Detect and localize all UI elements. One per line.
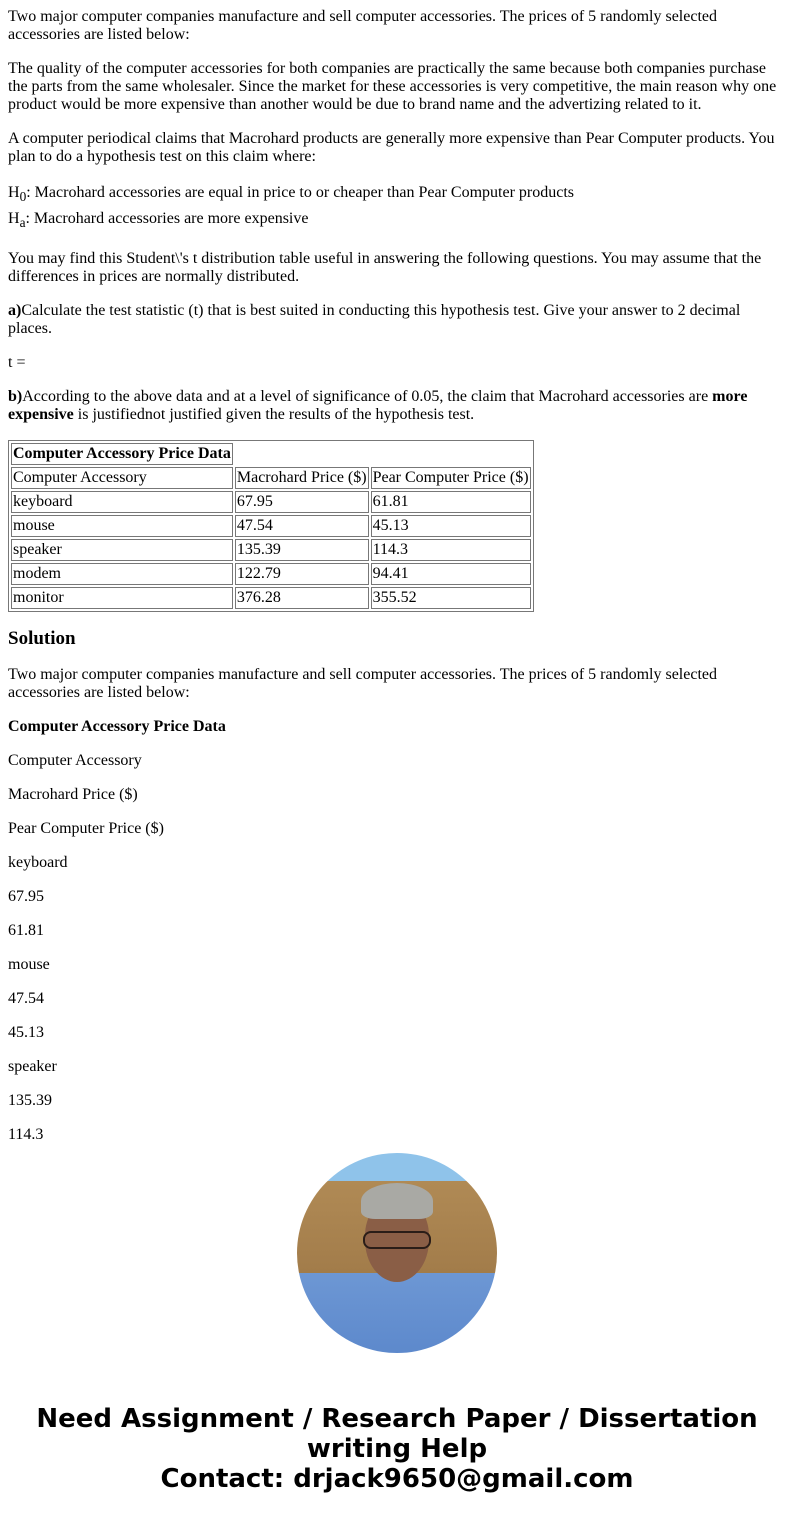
solution-line: 67.95 bbox=[8, 888, 44, 906]
solution-heading: Solution bbox=[8, 628, 76, 650]
cell: 45.13 bbox=[371, 515, 531, 537]
solution-line: 114.3 bbox=[8, 1126, 44, 1144]
price-table bbox=[8, 440, 534, 612]
table-note: You may find this Student\'s t distribution table useful in answering the following questions. You may assume that the differences in prices are normally distributed. bbox=[8, 250, 762, 286]
cell: 94.41 bbox=[371, 563, 531, 585]
table-header-row bbox=[11, 467, 531, 489]
solution-line: 135.39 bbox=[8, 1092, 52, 1110]
cell: 114.3 bbox=[371, 539, 531, 561]
header-cell: Pear Computer Price ($) bbox=[371, 467, 531, 489]
author-photo bbox=[297, 1153, 497, 1353]
cell: 376.28 bbox=[235, 587, 369, 609]
question-document bbox=[8, 0, 786, 1160]
t-answer-label: t = bbox=[8, 354, 26, 372]
solution-line: Macrohard Price ($) bbox=[8, 786, 138, 804]
cell: 67.95 bbox=[235, 491, 369, 513]
cell: monitor bbox=[11, 587, 233, 609]
solution-body bbox=[8, 666, 786, 1144]
solution-line: Computer Accessory bbox=[8, 752, 142, 770]
solution-intro: Two major computer companies manufacture and sell computer accessories. The prices of 5 randomly selected accessories are listed below: bbox=[8, 666, 717, 702]
quality-text: The quality of the computer accessories for both companies are practically the same because both companies purchase the parts from the same wholesaler. Since the market for these accessories is very competitive, the main reason why one product would be more expensive than another would be due to brand name and the advertizing related to it. bbox=[8, 60, 777, 113]
cell: mouse bbox=[11, 515, 233, 537]
cell: modem bbox=[11, 563, 233, 585]
table-row bbox=[11, 491, 531, 513]
cell: 47.54 bbox=[235, 515, 369, 537]
table-caption: Computer Accessory Price Data bbox=[11, 443, 233, 465]
table-row bbox=[11, 587, 531, 609]
solution-line: mouse bbox=[8, 956, 50, 974]
cell: 61.81 bbox=[371, 491, 531, 513]
cell: speaker bbox=[11, 539, 233, 561]
claim-text: A computer periodical claims that Macrohard products are generally more expensive than Pear Computer products. You plan to do a hypothesis test on this claim where: bbox=[8, 130, 775, 165]
table-row bbox=[11, 563, 531, 585]
solution-caption: Computer Accessory Price Data bbox=[8, 718, 226, 736]
header-cell: Macrohard Price ($) bbox=[235, 467, 369, 489]
table-row bbox=[11, 515, 531, 537]
promo-banner bbox=[0, 1404, 794, 1494]
promo-line: writing Help bbox=[306, 1434, 488, 1464]
h0: $H_0$: Macrohard accessories are equal in price to or cheaper than Pear Computer products bbox=[8, 184, 575, 205]
solution-line: Pear Computer Price ($) bbox=[8, 820, 164, 838]
part-b: b)According to the above data and at a level of significance of 0.05, the claim that Macrohard accessories are more expensive is justifiednot justified given the results of the hypothesis test. bbox=[8, 388, 748, 424]
promo-line: Need Assignment / Research Paper / Dissertation bbox=[36, 1404, 758, 1434]
part-a: a)Calculate the test statistic (t) that is best suited in conducting this hypothesis test. Give your answer to 2 decimal places. bbox=[8, 302, 741, 338]
glasses-shape bbox=[363, 1231, 431, 1249]
ha: $H_a$: Macrohard accessories are more expensive bbox=[8, 210, 309, 231]
solution-line: 47.54 bbox=[8, 990, 44, 1008]
solution-line: 45.13 bbox=[8, 1024, 44, 1042]
solution-line: speaker bbox=[8, 1058, 57, 1076]
solution-line: keyboard bbox=[8, 854, 68, 872]
cell: 135.39 bbox=[235, 539, 369, 561]
solution-line: 61.81 bbox=[8, 922, 44, 940]
intro-text: Two major computer companies manufacture and sell computer accessories. The prices of 5 randomly selected accessories are listed below: bbox=[8, 8, 717, 43]
table-row bbox=[11, 539, 531, 561]
cell: 355.52 bbox=[371, 587, 531, 609]
cell: keyboard bbox=[11, 491, 233, 513]
cell: 122.79 bbox=[235, 563, 369, 585]
hypotheses bbox=[8, 182, 786, 234]
promo-contact: Contact: drjack9650@gmail.com bbox=[160, 1464, 634, 1494]
hair-shape bbox=[361, 1183, 433, 1219]
header-cell: Computer Accessory bbox=[11, 467, 233, 489]
